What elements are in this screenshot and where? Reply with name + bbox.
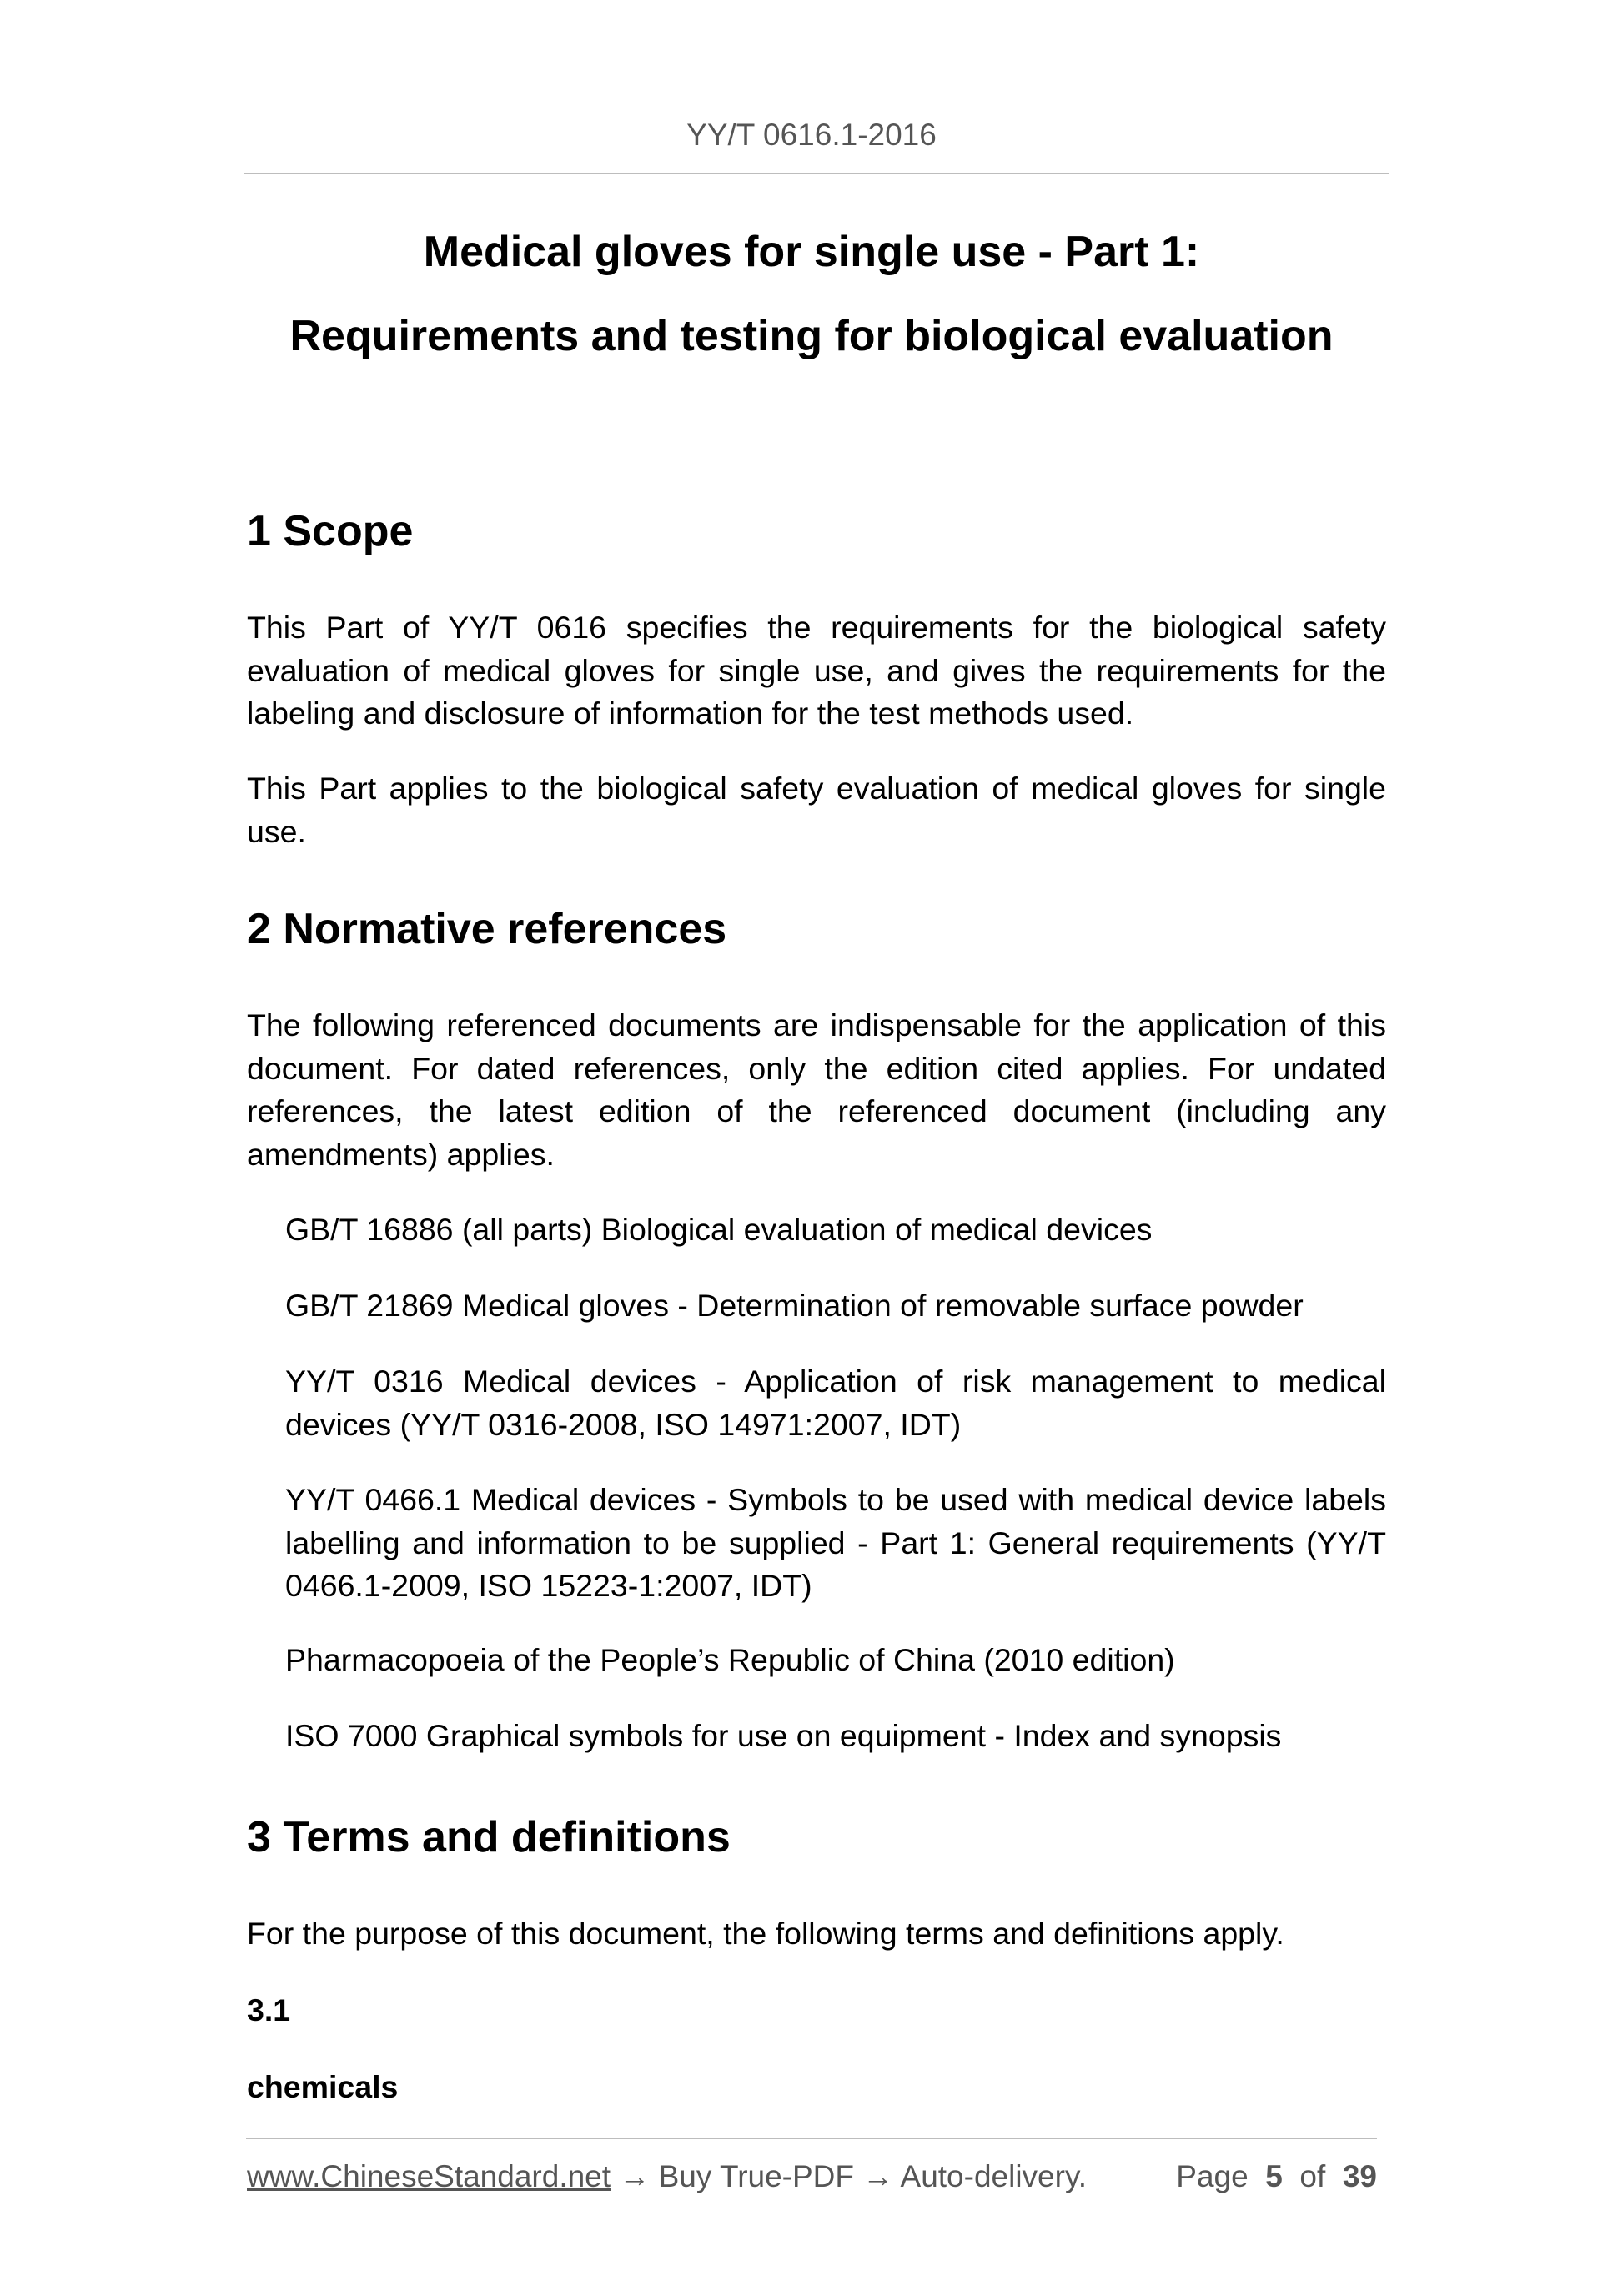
website-link[interactable]: www.ChineseStandard.net <box>247 2159 611 2193</box>
reference-item: Pharmacopoeia of the People’s Republic of China (2010 edition) <box>285 1642 1175 1677</box>
reference-item: GB/T 16886 (all parts) Biological evaluation of medical devices <box>285 1212 1153 1247</box>
term-entry-number: 3.1 <box>247 1992 291 2027</box>
page-of-label: of <box>1299 2159 1326 2193</box>
page-current: 5 <box>1265 2159 1283 2193</box>
running-header: YY/T 0616.1-2016 <box>686 118 937 152</box>
header-divider <box>244 173 1389 174</box>
page-label: Page <box>1176 2159 1249 2193</box>
reference-item: ISO 7000 Graphical symbols for use on equipment - Index and synopsis <box>285 1718 1282 1753</box>
footer-promo <box>247 2156 1087 2198</box>
scope-paragraph-1: This Part of YY/T 0616 specifies the requirements for the biological safety evaluation of medical gloves for single use, and gives the requirements for the labeling and disclosure of information for the test methods used. <box>247 610 1386 731</box>
reference-item: YY/T 0466.1 Medical devices - Symbols to be used with medical device labels labelling and information to be supplied - Part 1: General requirements (YY/T 0466.1-2009, ISO 15223-1:2007, IDT) <box>285 1482 1386 1603</box>
document-title-line-1: Medical gloves for single use - Part 1: <box>423 228 1200 276</box>
page-footer <box>247 2156 1377 2198</box>
scope-paragraph-2: This Part applies to the biological safety evaluation of medical gloves for single use. <box>247 771 1386 849</box>
section-heading-scope: 1 Scope <box>247 507 414 555</box>
document-title-line-2: Requirements and testing for biological evaluation <box>289 312 1334 360</box>
terms-intro-paragraph: For the purpose of this document, the following terms and definitions apply. <box>247 1916 1284 1951</box>
page-indicator <box>1176 2156 1377 2198</box>
footer-promo-text: → Buy True-PDF → Auto-delivery. <box>611 2159 1087 2193</box>
footer-divider <box>246 2138 1377 2139</box>
term-entry-name: chemicals <box>247 2069 399 2104</box>
page-total: 39 <box>1342 2159 1377 2193</box>
section-heading-terms-and-definitions: 3 Terms and definitions <box>247 1813 731 1861</box>
section-heading-normative-references: 2 Normative references <box>247 905 727 953</box>
normative-intro-paragraph: The following referenced documents are indispensable for the application of this document. For dated references, only the edition cited applies. For undated references, the latest edition of the referenced document (including any amendments) applies. <box>247 1007 1386 1172</box>
reference-item: GB/T 21869 Medical gloves - Determination of removable surface powder <box>285 1288 1304 1323</box>
reference-item: YY/T 0316 Medical devices - Application of risk management to medical devices (YY/T 0316-2008, ISO 14971:2007, IDT) <box>285 1364 1386 1442</box>
